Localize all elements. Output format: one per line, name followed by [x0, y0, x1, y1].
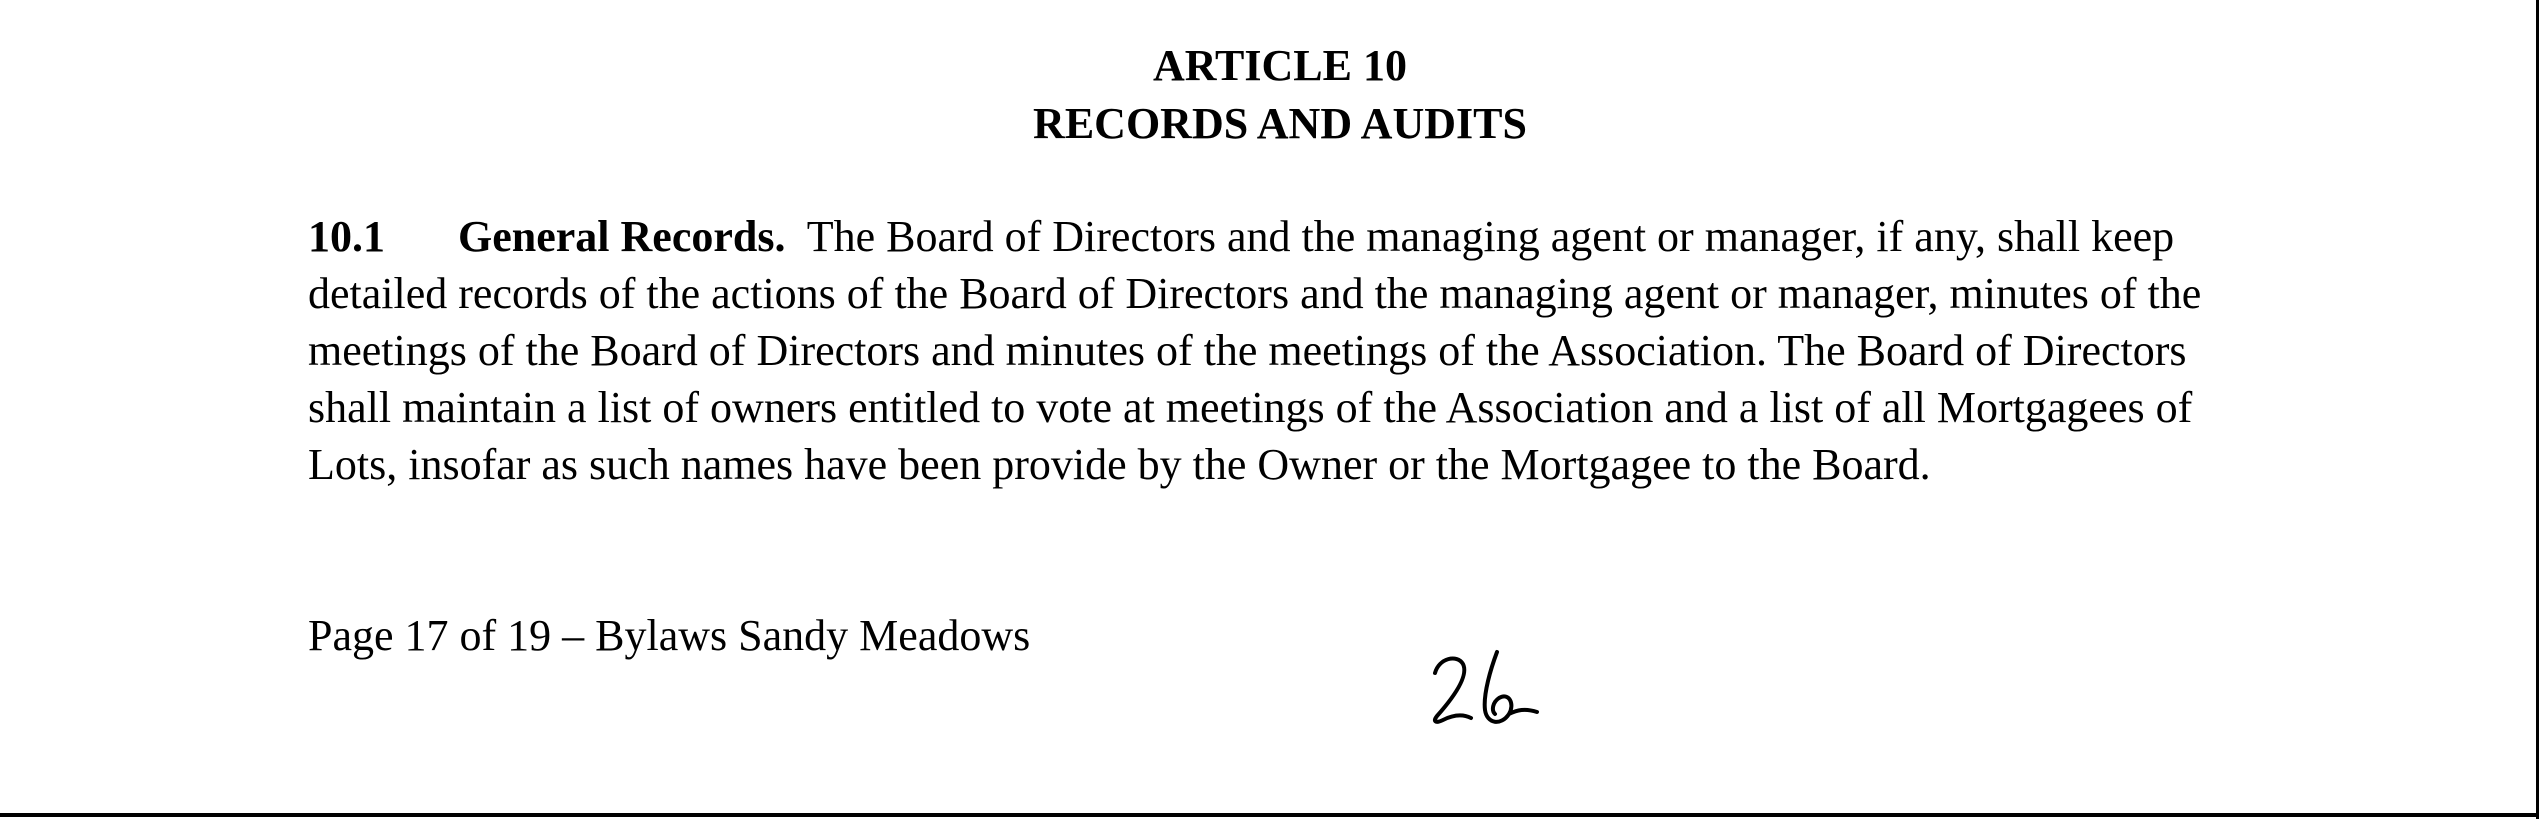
page-right-border [2536, 0, 2539, 819]
section-title: General Records. [458, 212, 786, 261]
section-number: 10.1 [308, 212, 385, 261]
section-paragraph [308, 208, 2248, 493]
page-footer: Page 17 of 19 – Bylaws Sandy Meadows [308, 611, 1031, 660]
page-bottom-border [0, 813, 2539, 817]
section-body: The Board of Directors and the managing agent or manager, if any, shall keep detailed records of the actions of the Board of Directors and the managing agent or manager, minutes of the meetings of the Board of Directors and minutes of the meetings of the Association. The Board of Directors shall maintain a list of owners entitled to vote at meetings of the Association and a list of all Mortgagees of Lots, insofar as such names have been provide by the Owner or the Mortgagee to the Board. [308, 212, 2202, 489]
handwritten-page-number [1425, 648, 1555, 738]
article-title: RECORDS AND AUDITS [1033, 99, 1527, 148]
article-heading: ARTICLE 10 [1153, 41, 1407, 90]
